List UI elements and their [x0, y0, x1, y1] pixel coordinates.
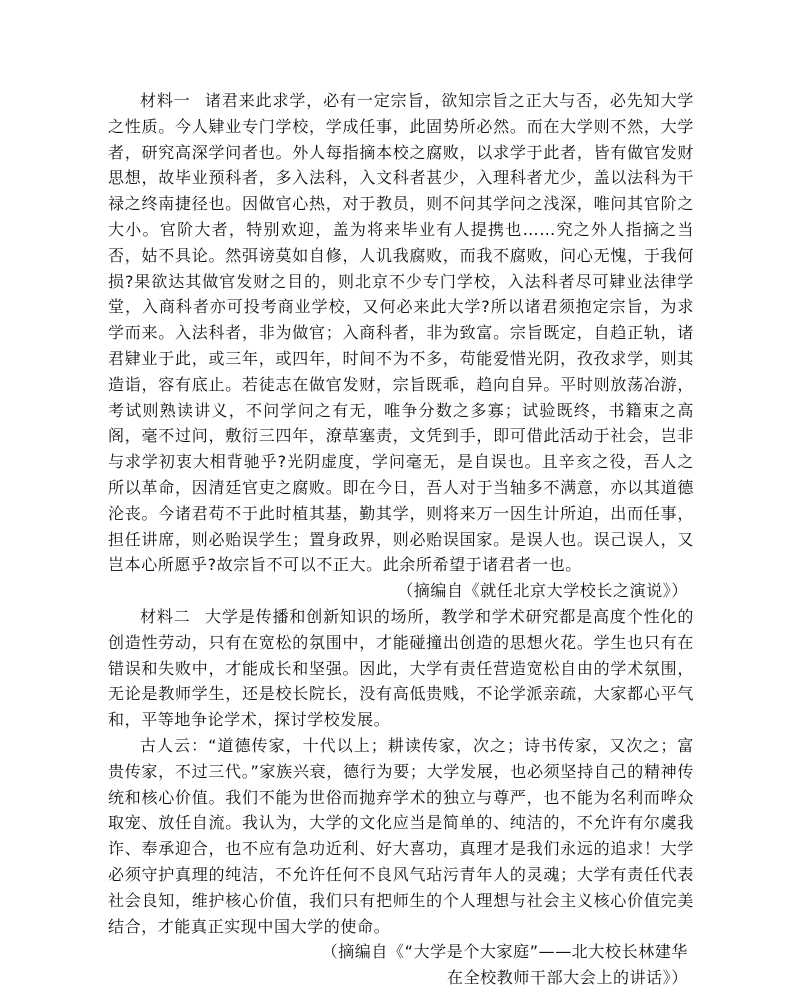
- material-two-label: 材料二: [140, 606, 191, 626]
- document-body: [108, 88, 694, 991]
- material-one-label: 材料一: [140, 91, 191, 110]
- material-two-text: 大学是传播和创新知识的场所，教学和学术研究都是高度个性化的创造性劳动，只有在宽松的氛围中，才能碰撞出创造的思想火花。学生也只有在错误和失败中，才能成长和坚强。因此，大学有责任营造宽松自由的学术氛围，无论是教师学生，还是校长院长，没有高低贵贱，不论学派亲疏，大家都心平气和，平等地争论学术，探讨学校发展。: [108, 606, 694, 730]
- material-one-text: 诸君来此求学，必有一定宗旨，欲知宗旨之正大与否，必先知大学之性质。今人肄业专门学校，学成任事，此固势所必然。而在大学则不然，大学者，研究高深学问者也。外人每指摘本校之腐败，以求学于此者，皆有做官发财思想，故毕业预科者，多入法科，入文科者甚少，入理科者尤少，盖以法科为干禄之终南捷径也。因做官心热，对于教员，则不问其学问之浅深，唯问其官阶之大小。官阶大者，特别欢迎，盖为将来毕业有人提携也……究之外人指摘之当否，姑不具论。然弭谤莫如自修，人讥我腐败，而我不腐败，问心无愧，于我何损?果欲达其做官发财之目的，则北京不少专门学校，入法科者尽可肄业法律学堂，入商科者亦可投考商业学校，又何必来此大学?所以诸君须抱定宗旨，为求学而来。入法科者，非为做官；入商科者，非为致富。宗旨既定，自趋正轨，诸君肄业于此，或三年，或四年，时间不为不多，苟能爱惜光阴，孜孜求学，则其造诣，容有底止。若徒志在做官发财，宗旨既乖，趋向自异。平时则放荡冶游，考试则熟读讲义，不问学问之有无，唯争分数之多寡；试验既终，书籍束之高阁，毫不过问，敷衍三四年，潦草塞责，文凭到手，即可借此活动于社会，岂非与求学初衷大相背驰乎?光阴虚度，学问毫无，是自误也。且辛亥之役，吾人之所以革命，因清廷官吏之腐败。即在今日，吾人对于当轴多不满意，亦以其道德沦丧。今诸君苟不于此时植其基，勤其学，则将来万一因生计所迫，出而任事，担任讲席，则必贻误学生；置身政界，则必贻误国家。是误人也。误己误人，又岂本心所愿乎?故宗旨不可以不正大。此余所希望于诸君者一也。: [108, 91, 694, 575]
- material-two-source-line2: 在全校教师干部大会上的讲话》）: [446, 968, 688, 988]
- material-one-paragraph: [108, 88, 694, 578]
- material-one-source: （摘编自《就任北京大学校长之演说》）: [397, 581, 688, 601]
- material-two-source-line1: （摘编自《“大学是个大家庭”——北大校长林建华: [321, 942, 688, 962]
- material-two-paragraph: [108, 604, 694, 733]
- material-two-paragraph-2: 古人云：“道德传家，十代以上；耕读传家，次之；诗书传家，又次之；富贵传家，不过三代。”家族兴衰，德行为要；大学发展，也必须坚持自己的精神传统和核心价值。我们不能为世俗而抛弃学术的独立与尊严，也不能为名利而哗众取宠、放任自流。我认为，大学的文化应当是简单的、纯洁的，不允许有尔虞我诈、奉承迎合，也不应有急功近利、好大喜功，真理才是我们永远的追求！大学必须守护真理的纯洁，不允许任何不良风气玷污青年人的灵魂；大学有责任代表社会良知，维护核心价值，我们只有把师生的个人理想与社会主义核心价值完美结合，才能真正实现中国大学的使命。: [108, 735, 694, 936]
